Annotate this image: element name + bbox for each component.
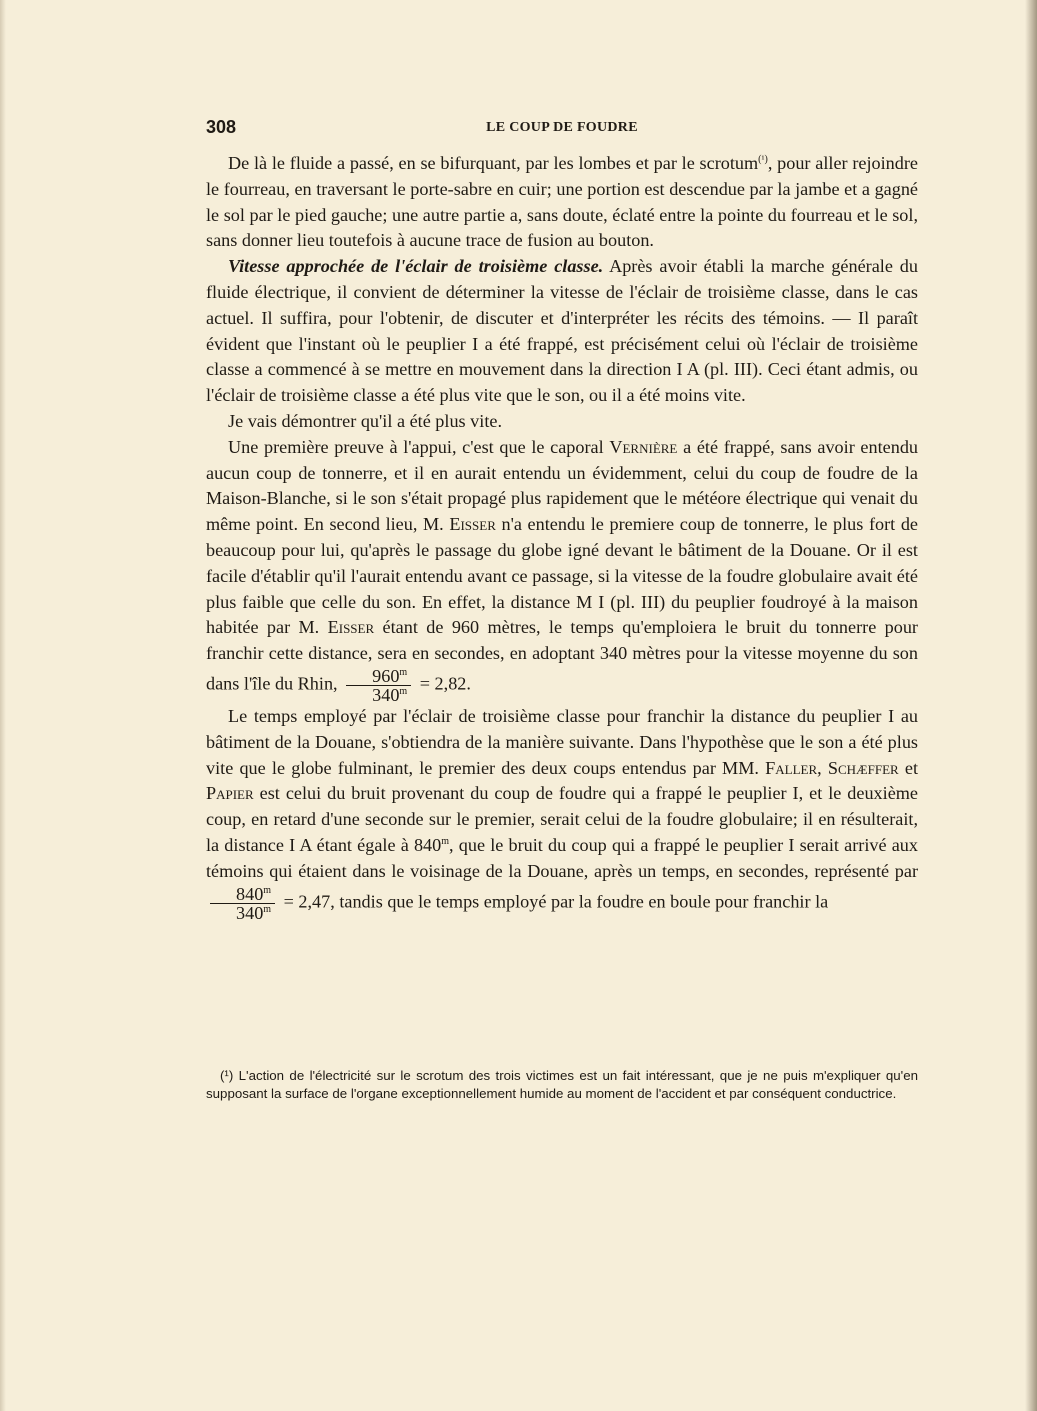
fraction-numerator xyxy=(346,667,411,686)
fraction-numerator xyxy=(210,885,275,904)
page-edge-left xyxy=(0,0,6,1411)
footnote xyxy=(206,1067,918,1103)
para4-result: = 2,82. xyxy=(415,673,471,694)
denominator-value: 340 xyxy=(372,684,400,705)
para4-text-4: étant de 960 mètres, le temps qu'emploiera le bruit du tonnerre pour franchir cette distance, sera en secondes, en adoptant 340 mètres pour la vitesse moyenne du son dans l'île du Rhin, xyxy=(206,617,918,694)
para1-text-b: , pour aller rejoindre le fourreau, en traversant le porte-sabre en cuir; une portion est descendue par la jambe et a gagné le sol par le pied gauche; une autre partie a, sans doute, éclaté entre la pointe du fourreau et le sol, sans donner lieu toutefois à aucune trace de fusion au bouton. xyxy=(206,153,918,251)
section-heading: Vitesse approchée de l'éclair de troisième classe. xyxy=(228,256,604,277)
para1-text-a: De là le fluide a passé, en se bifurquant, par les lombes et par le scrotum xyxy=(228,153,759,173)
unit-superscript: m xyxy=(263,903,272,915)
person-name: Eisser xyxy=(449,514,496,535)
person-name: Vernière xyxy=(609,436,678,457)
fraction-840-340 xyxy=(210,885,275,922)
unit-superscript: m xyxy=(263,884,272,896)
para5-text-4: est celui du bruit provenant du coup de foudre qui a frappé le peuplier I, et le deuxième coup, en retard d'une seconde sur le premier, serait celui de la foudre globulaire; il en résulterait, la distance I A étant égale à 840 xyxy=(206,783,918,855)
para5-text-5: , que le bruit du coup qui a frappé le peuplier I serait arrivé aux témoins qui étaient dans le voisinage de la Douane, après un temps, en secondes, représenté par xyxy=(206,834,918,881)
unit-superscript: m xyxy=(399,685,408,697)
paragraph-1 xyxy=(206,151,918,254)
para5-text-3: et xyxy=(898,757,918,778)
paragraph-3 xyxy=(206,409,918,435)
para5-result: = 2,47, tandis que le temps employé par la foudre en boule pour franchir la xyxy=(279,891,829,912)
para4-text-1: Une première preuve à l'appui, c'est que le caporal xyxy=(228,436,610,457)
fraction-denominator xyxy=(210,904,275,922)
paragraph-5 xyxy=(206,704,918,922)
footnote-reference: (¹) xyxy=(758,153,768,165)
numerator-value: 840 xyxy=(236,883,264,904)
para5-text-1: Le temps employé par l'éclair de troisième classe pour franchir la distance du peuplier I au bâtiment de la Douane, s'obtiendra de la manière suivante. Dans l'hypothèse que le son a été plus vite que le globe fulminant, le premier des deux coups entendus par MM. xyxy=(206,705,918,778)
footnote-marker: (¹) xyxy=(220,1068,234,1083)
numerator-value: 960 xyxy=(372,665,400,686)
footnote-text: L'action de l'électricité sur le scrotum des trois victimes est un fait intéressant, que je ne puis m'expliquer qu'en supposant la surface de l'organe exceptionnellement humide au moment de l'accident et par conséquent conductrice. xyxy=(206,1068,918,1101)
page-number: 308 xyxy=(206,117,237,137)
para3-text: Je vais démontrer qu'il a été plus vite. xyxy=(228,410,502,431)
body-text xyxy=(206,151,918,922)
paragraph-2 xyxy=(206,254,918,409)
paragraph-4 xyxy=(206,435,918,704)
para5-text-2: , xyxy=(817,757,828,778)
page-edge-right xyxy=(1025,0,1037,1411)
page-header xyxy=(206,117,918,139)
running-head: LE COUP DE FOUDRE xyxy=(486,120,638,135)
fraction-960-340 xyxy=(346,667,411,704)
para2-text: Après avoir établi la marche générale du fluide électrique, il convient de déterminer la vitesse de l'éclair de troisième classe, dans le cas actuel. Il suffira, pour l'obtenir, de discuter et d'interpréter les récits des témoins. — Il paraît évident que l'instant où le peuplier I a été frappé, est précisément celui où l'éclair de troisième classe a commencé à se mettre en mouvement dans la direction I A (pl. III). Ceci étant admis, ou l'éclair de troisième classe a été plus vite que le son, ou il a été moins vite. xyxy=(206,256,918,406)
para4-text-3: n'a entendu le premiere coup de tonnerre, le plus fort de beaucoup pour lui, qu'après le passage du globe igné devant le bâtiment de la Douane. Or il est facile d'établir qu'il l'aurait entendu avant ce passage, si la vitesse de la foudre globulaire avait été plus faible que celle du son. En effet, la distance M I (pl. III) du peuplier foudroyé à la maison habitée par M. xyxy=(206,514,919,638)
para4-text-2: a été frappé, sans avoir entendu aucun coup de tonnerre, et il en aurait entendu un évidemment, celui du coup de foudre de la Maison-Blanche, si le son s'était propagé plus rapidement que le météore électrique qui venait du même point. En second lieu, M. xyxy=(206,436,919,535)
fraction-denominator xyxy=(346,686,411,704)
unit-superscript: m xyxy=(399,666,408,678)
person-name: Eisser xyxy=(327,617,375,638)
denominator-value: 340 xyxy=(236,902,264,923)
person-name: Schæffer xyxy=(827,757,899,778)
person-name: Papier xyxy=(206,783,254,804)
unit-superscript: m xyxy=(441,835,450,847)
person-name: Faller xyxy=(765,757,818,778)
